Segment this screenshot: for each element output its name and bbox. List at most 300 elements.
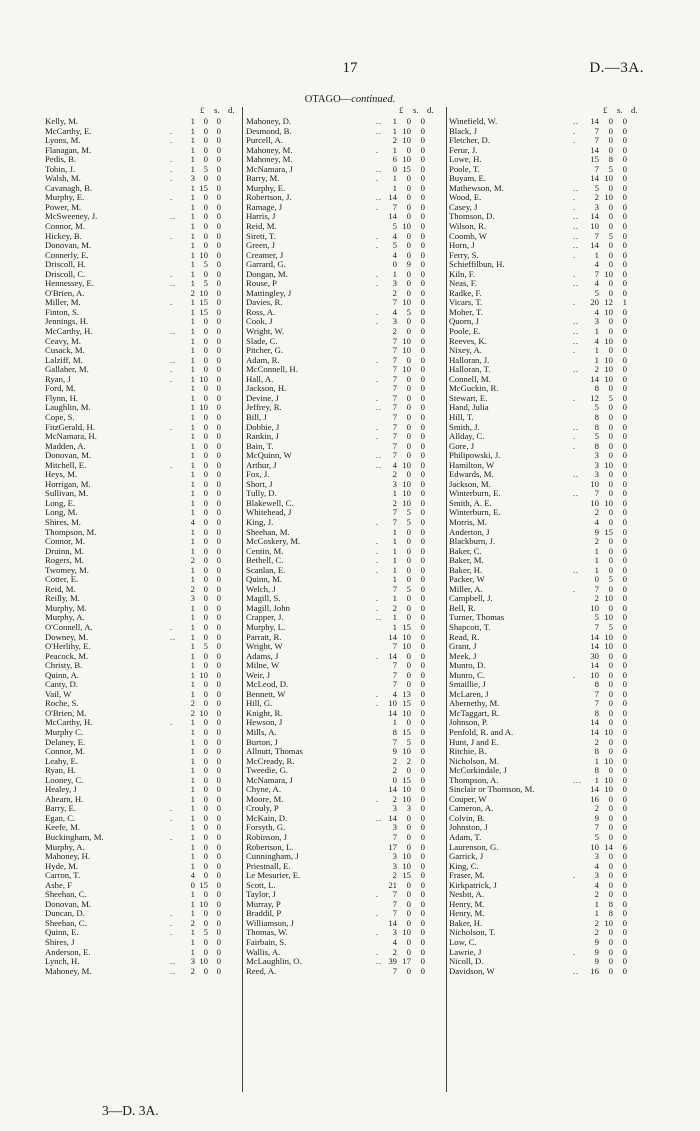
amount-pounds: 2 xyxy=(594,364,599,375)
amount-shillings: 5 xyxy=(406,736,411,747)
amount-shillings: 5 xyxy=(406,507,411,518)
ledger-entry xyxy=(246,967,444,977)
amount-shillings: 10 xyxy=(604,354,613,365)
payee-name: Thomson, D. xyxy=(449,212,495,222)
ledger-entry xyxy=(45,461,241,471)
amount-pence: 0 xyxy=(420,354,425,365)
leader-dots: . xyxy=(573,269,576,279)
ledger-entry xyxy=(45,843,241,853)
amount-pounds: 1 xyxy=(190,860,195,871)
leader-dots: . xyxy=(573,250,576,260)
ledger-entry xyxy=(246,795,444,805)
payee-name: Sheehan, C. xyxy=(45,918,87,928)
amount-pence: 0 xyxy=(216,879,221,890)
amount-pounds: 1 xyxy=(190,354,195,365)
ledger-entry xyxy=(449,699,647,709)
amount-pounds: 10 xyxy=(590,602,599,613)
payee-name: Sinclair or Thomson, M. xyxy=(449,785,535,795)
amount-shillings: 0 xyxy=(608,879,613,890)
amount-pence: 0 xyxy=(216,602,221,613)
payee-name: Williamson, J xyxy=(246,918,294,928)
amount-pence: 0 xyxy=(216,268,221,279)
amount-pence: 0 xyxy=(420,125,425,136)
payee-name: Hill, T. xyxy=(449,412,474,422)
amount-pounds: 8 xyxy=(594,383,599,394)
ledger-entry xyxy=(246,547,444,557)
amount-shillings: 15 xyxy=(402,774,411,785)
leader-dots: . xyxy=(376,794,379,804)
amount-pence: 0 xyxy=(622,583,627,594)
amount-pounds: 3 xyxy=(190,593,195,604)
amount-pence: 0 xyxy=(216,450,221,461)
ledger-entry xyxy=(449,900,647,910)
amount-pence: 0 xyxy=(216,621,221,632)
leader-dots: .. xyxy=(376,460,382,470)
ledger-entry xyxy=(45,680,241,690)
amount-pounds: 1 xyxy=(190,478,195,489)
amount-pounds: 2 xyxy=(190,287,195,298)
amount-pounds: 1 xyxy=(190,774,195,785)
ledger-entry xyxy=(449,804,647,814)
payee-name: Scott, L. xyxy=(246,880,276,890)
leader-dots: . xyxy=(376,307,379,317)
payee-name: McCarthy, H. xyxy=(45,327,93,337)
amount-shillings: 0 xyxy=(406,173,411,184)
amount-shillings: 10 xyxy=(604,755,613,766)
amount-pence: 0 xyxy=(216,373,221,384)
amount-shillings: 10 xyxy=(402,221,411,232)
ledger-entry xyxy=(45,451,241,461)
amount-pounds: 4 xyxy=(190,516,195,527)
amount-pounds: 39 xyxy=(388,956,397,967)
leader-dots: . xyxy=(376,890,379,900)
amount-pounds: 2 xyxy=(190,583,195,594)
amount-pounds: 1 xyxy=(190,898,195,909)
ledger-entry xyxy=(45,489,241,499)
amount-pence: 0 xyxy=(622,316,627,327)
amount-shillings: 0 xyxy=(406,249,411,260)
ledger-entry xyxy=(449,709,647,719)
amount-pounds: 4 xyxy=(594,278,599,289)
amount-pounds: 1 xyxy=(190,163,195,174)
amount-pounds: 1 xyxy=(392,593,397,604)
amount-shillings: 0 xyxy=(406,326,411,337)
ledger-entry xyxy=(45,117,241,127)
amount-pounds: 3 xyxy=(392,803,397,814)
amount-pence: 0 xyxy=(216,841,221,852)
amount-pence: 0 xyxy=(420,612,425,623)
amount-pounds: 7 xyxy=(392,641,397,652)
amount-shillings: 0 xyxy=(406,392,411,403)
payee-name: Schieffilbun, H. xyxy=(449,260,505,270)
amount-pounds: 20 xyxy=(590,297,599,308)
amount-shillings: 0 xyxy=(608,211,613,222)
amount-pence: 0 xyxy=(622,746,627,757)
amount-pence: 0 xyxy=(420,497,425,508)
amount-pounds: 1 xyxy=(190,411,195,422)
shillings-header: s. xyxy=(413,105,419,115)
amount-shillings: 0 xyxy=(406,402,411,413)
ledger-entry xyxy=(246,117,444,127)
ledger-entry xyxy=(246,843,444,853)
leader-dots: .. xyxy=(170,327,176,337)
payee-name: Miller, A. xyxy=(449,584,483,594)
ledger-entry xyxy=(449,480,647,490)
leader-dots: . xyxy=(376,594,379,604)
amount-pounds: 1 xyxy=(190,688,195,699)
amount-pence: 0 xyxy=(420,459,425,470)
amount-pence: 0 xyxy=(622,917,627,928)
amount-shillings: 0 xyxy=(608,860,613,871)
ledger-entry xyxy=(45,384,241,394)
amount-shillings: 0 xyxy=(203,621,208,632)
amount-pounds: 1 xyxy=(190,650,195,661)
ledger-entry xyxy=(449,375,647,385)
amount-pence: 0 xyxy=(216,469,221,480)
payee-name: Healey, J xyxy=(45,785,77,795)
amount-pounds: 1 xyxy=(190,574,195,585)
amount-pence: 0 xyxy=(420,154,425,165)
amount-shillings: 15 xyxy=(199,879,208,890)
amount-shillings: 10 xyxy=(402,459,411,470)
amount-shillings: 0 xyxy=(203,221,208,232)
amount-pounds: 1 xyxy=(594,755,599,766)
ledger-entry xyxy=(246,174,444,184)
ledger-entry xyxy=(246,718,444,728)
amount-pence: 0 xyxy=(420,440,425,451)
ledger-entry xyxy=(449,852,647,862)
amount-pence: 0 xyxy=(216,221,221,232)
amount-shillings: 0 xyxy=(608,259,613,270)
ledger-entry xyxy=(45,470,241,480)
amount-shillings: 0 xyxy=(406,660,411,671)
amount-pounds: 2 xyxy=(392,135,397,146)
heading-region: OTAGO— xyxy=(304,94,352,105)
ledger-entry xyxy=(45,718,241,728)
amount-pounds: 1 xyxy=(190,736,195,747)
payee-name: Ross, A. xyxy=(246,307,276,317)
ledger-entry xyxy=(449,499,647,509)
amount-pounds: 1 xyxy=(190,746,195,757)
ledger-entry xyxy=(246,804,444,814)
ledger-entry xyxy=(246,728,444,738)
amount-shillings: 0 xyxy=(406,431,411,442)
amount-pence: 0 xyxy=(622,688,627,699)
payee-name: Anderton, J xyxy=(449,527,490,537)
payee-name: McNamara, J xyxy=(246,164,293,174)
payee-name: Jackson, M. xyxy=(449,479,491,489)
ledger-entry xyxy=(45,728,241,738)
amount-shillings: 0 xyxy=(203,431,208,442)
amount-pounds: 3 xyxy=(392,851,397,862)
amount-shillings: 15 xyxy=(402,727,411,737)
payee-name: Bethell, C. xyxy=(246,556,284,566)
amount-pounds: 5 xyxy=(594,431,599,442)
amount-pence: 0 xyxy=(622,497,627,508)
amount-shillings: 0 xyxy=(203,822,208,833)
amount-pence: 0 xyxy=(216,259,221,270)
amount-shillings: 0 xyxy=(608,650,613,661)
amount-pence: 0 xyxy=(420,306,425,317)
amount-pounds: 2 xyxy=(392,497,397,508)
amount-shillings: 10 xyxy=(199,249,208,260)
amount-shillings: 8 xyxy=(608,154,613,165)
amount-pounds: 14 xyxy=(590,784,599,795)
payee-name: Sheehan, M. xyxy=(246,527,290,537)
amount-pence: 0 xyxy=(420,784,425,795)
payee-name: Fox, J. xyxy=(246,470,270,480)
payee-name: Colvin, B. xyxy=(449,813,485,823)
ledger-entry xyxy=(45,193,241,203)
amount-pence: 0 xyxy=(622,364,627,375)
amount-pence: 0 xyxy=(420,765,425,776)
ledger-entry xyxy=(45,327,241,337)
amount-pounds: 7 xyxy=(392,364,397,375)
leader-dots: . xyxy=(573,584,576,594)
amount-pounds: 14 xyxy=(590,727,599,737)
payee-name: Knight, R. xyxy=(246,708,283,718)
amount-pence: 0 xyxy=(622,326,627,337)
payee-name: Nesbit, A. xyxy=(449,890,484,900)
amount-shillings: 0 xyxy=(406,593,411,604)
amount-pence: 0 xyxy=(420,793,425,804)
payee-name: Magill, John xyxy=(246,603,290,613)
amount-shillings: 15 xyxy=(402,621,411,632)
leader-dots: .. xyxy=(376,613,382,623)
amount-pounds: 2 xyxy=(594,536,599,547)
amount-pounds: 5 xyxy=(594,612,599,623)
amount-shillings: 0 xyxy=(203,545,208,556)
amount-pounds: 1 xyxy=(190,230,195,241)
amount-pence: 0 xyxy=(622,736,627,747)
amount-pence: 0 xyxy=(622,526,627,537)
amount-shillings: 0 xyxy=(203,727,208,737)
leader-dots: . xyxy=(573,441,576,451)
leader-dots: . xyxy=(573,947,576,957)
ledger-entry xyxy=(45,222,241,232)
amount-pence: 0 xyxy=(622,946,627,957)
payee-name: Tweedie, G. xyxy=(246,766,289,776)
payee-name: Braddil, P xyxy=(246,909,282,919)
amount-pounds: 5 xyxy=(594,182,599,193)
ledger-entry xyxy=(246,270,444,280)
amount-pence: 0 xyxy=(216,144,221,155)
payee-name: Murphy, M. xyxy=(45,603,87,613)
amount-pounds: 3 xyxy=(594,316,599,327)
payee-name: McKain, D. xyxy=(246,813,288,823)
payee-name: Hyde, M. xyxy=(45,861,79,871)
leader-dots: . xyxy=(376,269,379,279)
ledger-entry xyxy=(246,881,444,891)
amount-pounds: 1 xyxy=(190,602,195,613)
amount-shillings: 5 xyxy=(203,278,208,289)
ledger-entry xyxy=(449,833,647,843)
amount-shillings: 0 xyxy=(406,946,411,957)
ledger-entry xyxy=(449,566,647,576)
amount-pence: 0 xyxy=(216,755,221,766)
payee-name: Winterburn, E. xyxy=(449,508,501,518)
amount-pounds: 2 xyxy=(392,287,397,298)
amount-shillings: 0 xyxy=(203,450,208,461)
amount-pence: 0 xyxy=(216,125,221,136)
ledger-entry xyxy=(449,346,647,356)
amount-pence: 0 xyxy=(420,956,425,967)
amount-shillings: 0 xyxy=(203,679,208,690)
amount-shillings: 10 xyxy=(199,898,208,909)
amount-pence: 0 xyxy=(216,335,221,346)
payee-name: Priestnall, E. xyxy=(246,861,291,871)
ledger-entry xyxy=(45,480,241,490)
amount-pence: 0 xyxy=(216,364,221,375)
amount-pounds: 3 xyxy=(392,860,397,871)
payee-name: Chyne, A. xyxy=(246,785,281,795)
amount-shillings: 0 xyxy=(608,135,613,146)
amount-shillings: 0 xyxy=(406,832,411,843)
amount-shillings: 0 xyxy=(608,870,613,881)
amount-pounds: 0 xyxy=(392,259,397,270)
ledger-entry xyxy=(246,690,444,700)
payee-name: Whitehead, J xyxy=(246,508,292,518)
amount-pence: 0 xyxy=(216,717,221,728)
amount-pence: 0 xyxy=(420,841,425,852)
ledger-entry xyxy=(246,480,444,490)
payee-name: Looney, C. xyxy=(45,775,84,785)
payee-name: Nicholson, T. xyxy=(449,928,496,938)
amount-shillings: 5 xyxy=(608,621,613,632)
ledger-entry xyxy=(45,709,241,719)
ledger-entry xyxy=(246,279,444,289)
leader-dots: . xyxy=(170,164,173,174)
amount-pence: 0 xyxy=(216,908,221,919)
ledger-entry xyxy=(449,146,647,156)
amount-shillings: 10 xyxy=(402,746,411,757)
payee-name: Purcell, A. xyxy=(246,136,283,146)
amount-pounds: 7 xyxy=(392,431,397,442)
column-divider xyxy=(242,107,243,1092)
amount-pounds: 9 xyxy=(594,956,599,967)
amount-shillings: 0 xyxy=(406,526,411,537)
amount-shillings: 8 xyxy=(608,908,613,919)
amount-pence: 0 xyxy=(622,812,627,823)
amount-pounds: 1 xyxy=(190,832,195,843)
amount-pounds: 7 xyxy=(392,354,397,365)
amount-pence: 0 xyxy=(622,201,627,212)
amount-pence: 0 xyxy=(216,135,221,146)
amount-shillings: 0 xyxy=(406,574,411,585)
ledger-entry xyxy=(246,308,444,318)
amount-pounds: 8 xyxy=(594,679,599,690)
amount-shillings: 0 xyxy=(203,364,208,375)
amount-shillings: 0 xyxy=(203,516,208,527)
amount-shillings: 0 xyxy=(203,440,208,451)
leader-dots: . xyxy=(376,422,379,432)
payee-name: Walsh, M. xyxy=(45,174,81,184)
payee-name: Meek, J xyxy=(449,651,477,661)
ledger-entry xyxy=(45,212,241,222)
ledger-entry xyxy=(449,604,647,614)
amount-shillings: 10 xyxy=(402,297,411,308)
amount-shillings: 0 xyxy=(608,488,613,499)
ledger-entry xyxy=(45,155,241,165)
amount-pence: 0 xyxy=(420,860,425,871)
amount-pence: 0 xyxy=(622,249,627,260)
amount-pence: 0 xyxy=(622,421,627,432)
payee-name: Morris, M. xyxy=(449,517,487,527)
ledger-entry xyxy=(246,766,444,776)
payee-name: Ashe, F xyxy=(45,880,73,890)
payee-name: McCoskery, M. xyxy=(246,537,301,547)
ledger-entry xyxy=(246,451,444,461)
amount-pounds: 8 xyxy=(594,746,599,757)
ledger-entry xyxy=(45,823,241,833)
ledger-entry xyxy=(45,203,241,213)
amount-pence: 0 xyxy=(216,784,221,795)
ledger-entry xyxy=(246,642,444,652)
payee-name: Driscoll, H. xyxy=(45,260,86,270)
payee-name: McCarthy, E. xyxy=(45,126,92,136)
payee-name: Baker, H. xyxy=(449,918,483,928)
amount-pence: 0 xyxy=(420,364,425,375)
payee-name: Shapcott, T. xyxy=(449,622,491,632)
amount-shillings: 17 xyxy=(402,956,411,967)
amount-pence: 0 xyxy=(622,125,627,136)
ledger-entry xyxy=(45,699,241,709)
amount-shillings: 0 xyxy=(608,707,613,718)
amount-shillings: 0 xyxy=(203,832,208,843)
ledger-entry xyxy=(45,890,241,900)
amount-pounds: 1 xyxy=(190,192,195,203)
ledger-entry xyxy=(246,738,444,748)
amount-shillings: 10 xyxy=(604,727,613,737)
leader-dots: .. xyxy=(376,117,382,126)
amount-pence: 0 xyxy=(216,431,221,442)
amount-shillings: 5 xyxy=(203,163,208,174)
payee-name: Adams, J xyxy=(246,651,279,661)
amount-pence: 0 xyxy=(622,116,627,126)
payee-name: Barry, E. xyxy=(45,804,77,814)
heading-continued: continued. xyxy=(351,94,396,105)
payee-name: Fairbain, S. xyxy=(246,938,287,948)
payee-name: Tobin, J. xyxy=(45,164,76,174)
amount-shillings: 10 xyxy=(604,774,613,785)
amount-pence: 0 xyxy=(622,937,627,948)
page-number: 17 xyxy=(342,60,358,76)
payee-name: Dobbie, J xyxy=(246,422,280,432)
amount-shillings: 10 xyxy=(402,497,411,508)
amount-pence: 0 xyxy=(420,946,425,957)
payee-name: Peacock, M. xyxy=(45,651,89,661)
amount-pounds: 16 xyxy=(590,965,599,976)
payee-name: Cotter, E. xyxy=(45,575,79,585)
amount-pounds: 1 xyxy=(190,727,195,737)
amount-pounds: 1 xyxy=(392,268,397,279)
amount-pence: 0 xyxy=(622,660,627,671)
amount-pence: 0 xyxy=(216,354,221,365)
ledger-entry xyxy=(449,403,647,413)
amount-shillings: 0 xyxy=(203,870,208,881)
payee-name: Pitcher, G. xyxy=(246,346,284,356)
payee-name: McSweeney, J. xyxy=(45,212,98,222)
payee-name: Vail, W xyxy=(45,689,72,699)
leader-dots: . xyxy=(376,546,379,556)
amount-shillings: 0 xyxy=(406,650,411,661)
ledger-entry xyxy=(449,489,647,499)
amount-pence: 0 xyxy=(216,230,221,241)
amount-pence: 0 xyxy=(216,965,221,976)
amount-shillings: 0 xyxy=(203,851,208,862)
payee-name: Rouse, P xyxy=(246,279,277,289)
amount-shillings: 0 xyxy=(406,679,411,690)
